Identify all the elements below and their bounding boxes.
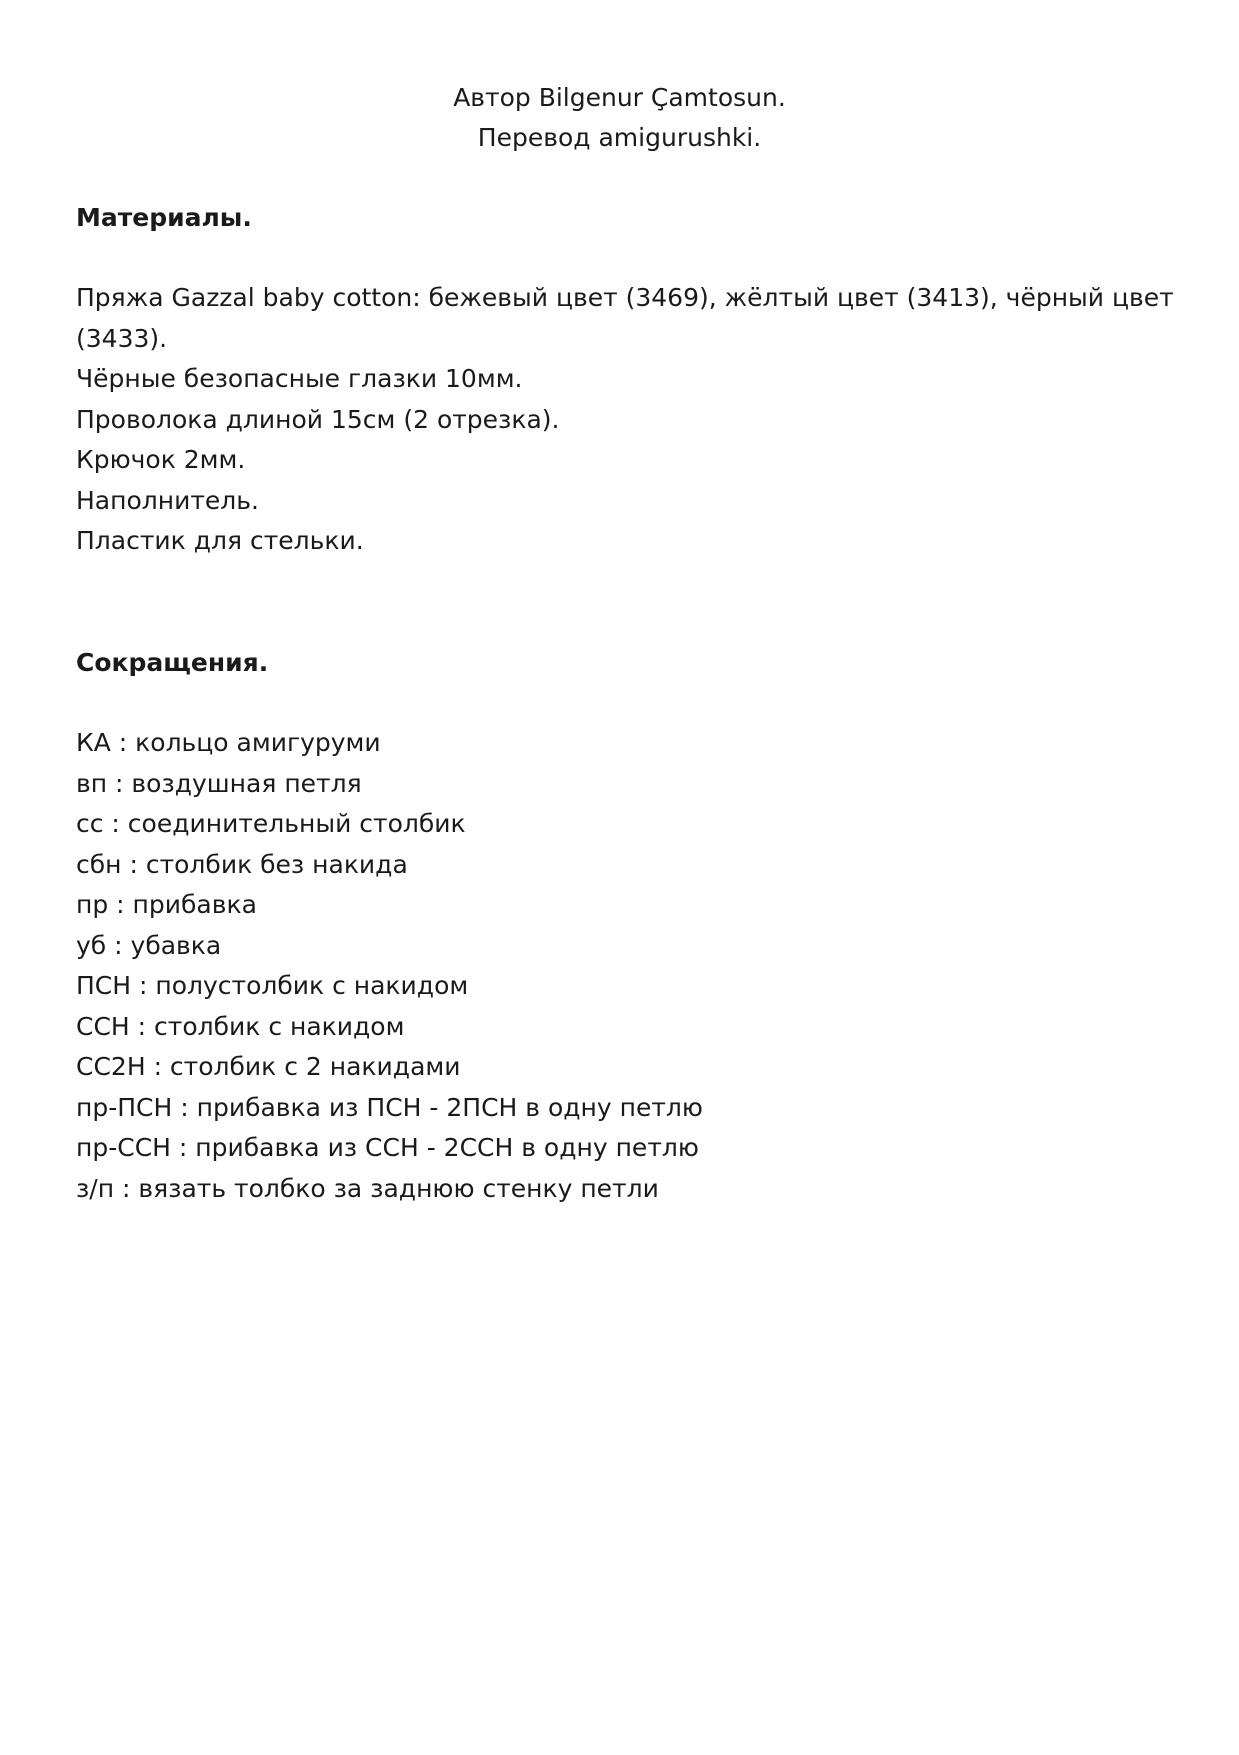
- abbreviation-item: ССН : столбик с накидом: [76, 1011, 405, 1041]
- abbreviation-item: пр-ПСН : прибавка из ПСН - 2ПСН в одну петлю: [76, 1092, 703, 1122]
- materials-item-stuffing: Наполнитель.: [76, 485, 259, 515]
- abbreviation-item: вп : воздушная петля: [76, 768, 362, 798]
- materials-item-wire: Проволока длиной 15см (2 отрезка).: [76, 404, 560, 434]
- document-title: [0, 78, 1239, 158]
- abbreviation-item: з/п : вязать толбко за заднюю стенку петли: [76, 1173, 659, 1203]
- abbreviation-item: СС2Н : столбик с 2 накидами: [76, 1052, 461, 1081]
- materials-item-insole-plastic: Пластик для стельки.: [76, 526, 364, 555]
- abbreviation-item: уб : убавка: [76, 930, 222, 960]
- abbreviation-item: сбн : столбик без накида: [76, 849, 408, 879]
- materials-item-hook: Крючок 2мм.: [76, 445, 246, 474]
- translation-line: Перевод amigurushki.: [477, 123, 762, 152]
- materials-list: [76, 278, 1186, 562]
- materials-item-yarn: Пряжа Gazzal baby cotton: бежевый цвет (3469), жёлтый цвет (3413), чёрный цвет (3433).: [76, 283, 1174, 353]
- abbreviation-item: пр : прибавка: [76, 890, 257, 919]
- abbreviation-item: пр-ССН : прибавка из ССН - 2ССН в одну петлю: [76, 1133, 699, 1162]
- abbreviation-item: КА : кольцо амигуруми: [76, 728, 381, 757]
- abbreviations-section: [76, 643, 1186, 1209]
- abbreviations-heading: Сокращения.: [76, 648, 269, 677]
- abbreviation-item: ПСН : полустолбик с накидом: [76, 971, 469, 1000]
- abbreviations-list: [76, 723, 1186, 1209]
- materials-item-eyes: Чёрные безопасные глазки 10мм.: [76, 364, 523, 393]
- materials-heading: Материалы.: [76, 203, 252, 232]
- materials-section: [76, 198, 1186, 562]
- author-line: Автор Bilgenur Çamtosun.: [453, 83, 786, 112]
- abbreviation-item: сс : соединительный столбик: [76, 809, 466, 838]
